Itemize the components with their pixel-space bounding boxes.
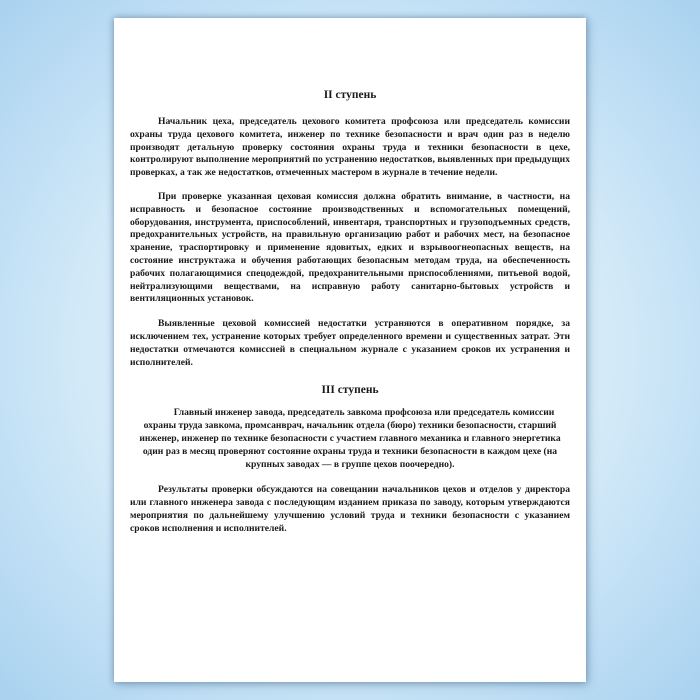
section-2-paragraph-3: Выявленные цеховой комиссией недостатки устраняются в оперативном порядке, за исключением тех, устранение которых требует определенного времени и существенных затрат. Эти недостатки отмечаются комиссией в специальном журнале с указанием сроков их устранения и исполнителей.: [130, 318, 570, 368]
section-3-paragraph-1: Главный инженер завода, председатель завкома профсоюза или председатель комиссии охраны труда завкома, промсанврач, начальник отдела (бюро) техники безопасности, старший инженер, инженер по технике безопасности с участием главного механика и главного энергетика один раз в месяц проверяют состояние охраны труда и техники безопасности в каждом цехе (на крупных заводах — в группе цехов поочередно).: [139, 407, 561, 470]
section-3-heading: III ступень: [321, 384, 379, 397]
document-page: [114, 18, 586, 682]
section-2-paragraph-2: При проверке указанная цеховая комиссия должна обратить внимание, в частности, на исправность и безопасное состояние производственных и вспомогательных помещений, оборудования, инструмента, приспособлений, инвентаря, транспортных и грузоподъемных средств, предохранительных устройств, на правильную организацию работ и рабочих мест, на безопасное хранение, траспортировку и применение ядовитых, едких и взрывоогнеопасных веществ, на состояние инструктажа и обучения работающих безопасным методам труда, на обеспеченность рабочих полагающимися спецодеждой, предохранительными приспособлениями, питьевой водой, нейтрализующими веществами, на исправную работу санитарно-бытовых устройств и вентиляционных установок.: [130, 190, 570, 305]
section-2-paragraph-1: Начальник цеха, председатель цехового комитета профсоюза или председатель комиссии охраны труда цехового комитета, инженер по технике безопасности и врач один раз в неделю производят детальную проверку состояния охраны труда и техники безопасности в цехе, контролируют выполнение мероприятий по устранению недостатков, выявленных при предыдущих проверках, а так же недостатков, отмеченных мастером в журнале в течение недели.: [130, 116, 570, 179]
section-3-paragraph-2: Результаты проверки обсуждаются на совещании начальников цехов и отделов у директора или главного инженера завода с последующим изданием приказа по заводу, которым утверждаются мероприятия по дальнейшему улучшению условий труда и техники безопасности с указанием сроков исполнения и исполнителей.: [130, 484, 570, 534]
section-2-heading: II ступень: [323, 89, 377, 101]
